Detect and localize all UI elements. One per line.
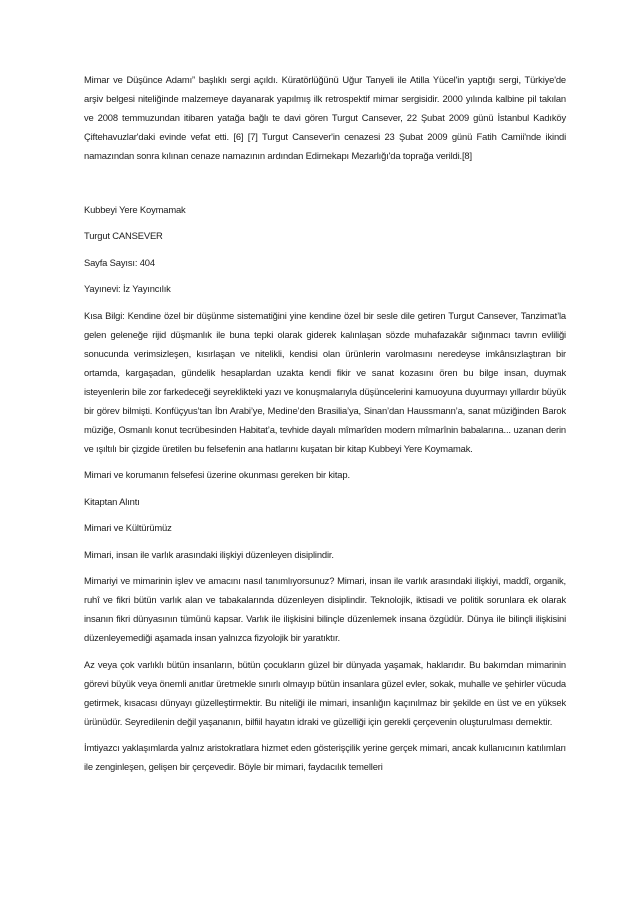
document-page <box>84 70 566 784</box>
excerpt-section-title: Mimari ve Kültürümüz <box>84 522 172 533</box>
excerpt-paragraph: Az veya çok varlıklı bütün insanların, bütün çocukların güzel bir dünyada yaşamak, haklarıdır. Bu bakımdan mimarinin görevi büyük veya önemli anıtlar üretmekle sınırlı olmayıp bütün insanlara güzel evler, sokak, muhalle ve şehirler vücuda getirmek, kısacası dünyayı güzelleştirmektir. Bu niteliği ile mimari, insanlığın kaçınılmaz bir şekilde en üst ve en yüksek ürünüdür. Seyredilenin değil yaşananın, bilfiil hayatın idraki ve güzelliği için gerekli çerçevenin oluşturulması demektir. <box>84 658 566 727</box>
intro-paragraph: Mimar ve Düşünce Adamı” başlıklı sergi açıldı. Küratörlüğünü Uğur Tanyeli ile Atilla Yücel'in yaptığı sergi, Türkiye'de arşiv belgesi niteliğinde malzemeye dayanarak yapılmış ilk retrospektif mimar sergisidir. 2000 yılında kalbine pil takılan ve 2008 temmuzundan itibaren yatağa bağlı te davi gören Turgut Cansever, 22 Şubat 2009 günü İstanbul Kadıköy Çiftehavuzlar'daki evinde vefat etti. [6] [7] Turgut Cansever'in cenazesi 23 Şubat 2009 günü Fatih Camii'nde ikindi namazından sonra kılınan cenaze namazının ardından Edirnekapı Mezarlığı'da toprağa verildi.[8] <box>84 74 566 161</box>
excerpt-heading: Kitaptan Alıntı <box>84 495 140 507</box>
book-publisher: Yayınevi: İz Yayıncılık <box>84 283 171 294</box>
book-page-count: Sayfa Sayısı: 404 <box>84 256 155 268</box>
book-recommendation: Mimari ve korumanın felsefesi üzerine okunması gereken bir kitap. <box>84 469 350 480</box>
book-summary: Kısa Bilgi: Kendine özel bir düşünme sistematiğini yine kendine özel bir sesle dile getiren Turgut Cansever, Tanzimat’la gelen geleneğe rijid düşmanlık ile buna tepki olarak giderek kalınlaşan sözde muhafazakâr sığınmacı tavrın evliliği sonucunda verimsizleşen, kısırlaşan ve nitelikli, kendisi olan ürünlerin varolmasını neredeyse imkânsızlaştıran bir ortamda, kargaşadan, gündelik hesaplardan uzakta kendi fikir ve sanat kozasını ören bu bilge insan, duymak isteyenlerin bile zor farkedeceği seyreklikteki yazı ve konuşmalarıyla düşüncelerini kamuoyuna duyurmayı yıllardır büyük bir görev bilmişti. Konfüçyus’tan İbn Arabi’ye, Medine’den Brasilia’ya, Sinan’dan Haussmann’a, sanat müziğinden Barok müziğe, Osmanlı konut tecrübesinden Habitat’a, tevhide dayalı mîmarîden modern mîmarînin babalarına... uzanan derin ve ışıltılı bir çizgide üretilen bu felsefenin ana hatlarını kuşatan bir kitap Kubbeyi Yere Koymamak. <box>84 309 566 454</box>
book-title: Kubbeyi Yere Koymamak <box>84 203 186 215</box>
spacer <box>84 173 566 200</box>
excerpt-paragraph: İmtiyazcı yaklaşımlarda yalnız aristokratlara hizmet eden gösterişçilik yerine gerçek mimari, ancak kullanıcının katılımları ile zenginleşen, gelişen bir çerçevedir. Böyle bir mimari, faydacılık temelleri <box>84 742 566 772</box>
book-author: Turgut CANSEVER <box>84 230 163 241</box>
excerpt-paragraph: Mimari, insan ile varlık arasındaki ilişkiyi düzenleyen disiplindir. <box>84 548 334 560</box>
excerpt-paragraph: Mimariyi ve mimarinin işlev ve amacını nasıl tanımlıyorsunuz? Mimari, insan ile varlık arasındaki ilişkiyi, maddî, organik, ruhî ve fikri bütün varlık alan ve tabakalarında düzenleyen disiplindir. Teknolojik, iktisadi ve politik sorunlara ek olarak insanın fikri dünyasının tümünü kapsar. Varlık ile ilişkisini bilinçle düzenlemek insana özgüdür. Dünya ile bilinçli ilişkisini düzenleyemediği aşamada insan yalnızca fizyolojik bir yaratıktır. <box>84 575 566 643</box>
